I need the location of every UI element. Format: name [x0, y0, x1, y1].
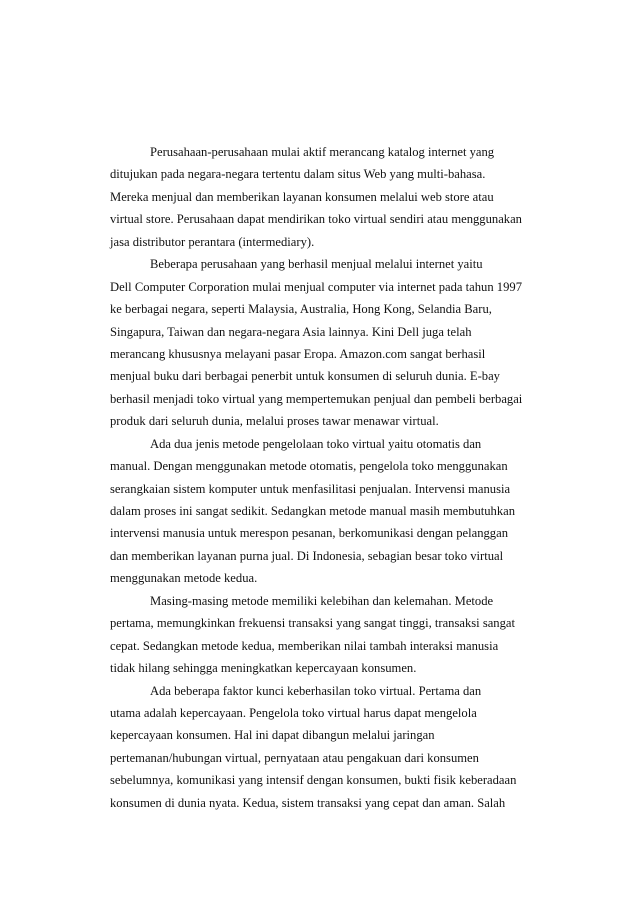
paragraph-5-line-4: pertemanan/hubungan virtual, pernyataan atau pengakuan dari konsumen [110, 750, 479, 765]
paragraph-3-line-7: menggunakan metode kedua. [110, 571, 258, 586]
paragraph-3-line-6: dan memberikan layanan purna jual. Di Indonesia, sebagian besar toko virtual [110, 548, 504, 563]
paragraph-2-line-2: Dell Computer Corporation mulai menjual computer via internet pada tahun 1997 [110, 279, 522, 294]
paragraph-4-line-4: tidak hilang sehingga meningkatkan kepercayaan konsumen. [110, 661, 417, 676]
paragraph-4-line-1: Masing-masing metode memiliki kelebihan dan kelemahan. Metode [150, 593, 494, 608]
paragraph-5-line-5: sebelumnya, komunikasi yang intensif dengan konsumen, bukti fisik keberadaan [110, 773, 517, 788]
paragraph-3-line-5: intervensi manusia untuk merespon pesanan, berkomunikasi dengan pelanggan [110, 526, 508, 541]
paragraph-5-line-1: Ada beberapa faktor kunci keberhasilan toko virtual. Pertama dan [150, 683, 482, 698]
paragraph-1-line-4: virtual store. Perusahaan dapat mendirikan toko virtual sendiri atau menggunakan [110, 212, 522, 227]
paragraph-3-line-2: manual. Dengan menggunakan metode otomatis, pengelola toko menggunakan [110, 459, 508, 474]
paragraph-5-line-2: utama adalah kepercayaan. Pengelola toko virtual harus dapat mengelola [110, 705, 477, 720]
paragraph-2-line-6: menjual buku dari berbagai penerbit untuk konsumen di seluruh dunia. E-bay [110, 369, 500, 384]
paragraph-3-line-1: Ada dua jenis metode pengelolaan toko virtual yaitu otomatis dan [150, 436, 482, 451]
paragraph-3-line-3: serangkaian sistem komputer untuk menfasilitasi penjualan. Intervensi manusia [110, 481, 511, 496]
paragraph-2-line-3: ke berbagai negara, seperti Malaysia, Australia, Hong Kong, Selandia Baru, [110, 302, 492, 317]
paragraph-1-line-3: Mereka menjual dan memberikan layanan konsumen melalui web store atau [110, 189, 494, 204]
paragraph-2-line-7: berhasil menjadi toko virtual yang mempertemukan penjual dan pembeli berbagai [110, 391, 523, 406]
paragraph-2-line-5: merancang khususnya melayani pasar Eropa. Amazon.com sangat berhasil [110, 346, 486, 361]
paragraph-2-line-4: Singapura, Taiwan dan negara-negara Asia lainnya. Kini Dell juga telah [110, 324, 472, 339]
paragraph-3-line-4: dalam proses ini sangat sedikit. Sedangkan metode manual masih membutuhkan [110, 504, 516, 518]
body-text [110, 141, 550, 814]
paragraph-4-line-2: pertama, memungkinkan frekuensi transaksi yang sangat tinggi, transaksi sangat [110, 616, 515, 631]
paragraph-5-line-3: kepercayaan konsumen. Hal ini dapat dibangun melalui jaringan [110, 728, 435, 743]
paragraph-2-line-8: produk dari seluruh dunia, melalui proses tawar menawar virtual. [110, 414, 439, 429]
paragraph-4-line-3: cepat. Sedangkan metode kedua, memberikan nilai tambah interaksi manusia [110, 638, 499, 653]
paragraph-1-line-1: Perusahaan-perusahaan mulai aktif merancang katalog internet yang [150, 145, 495, 159]
paragraph-1-line-2: ditujukan pada negara-negara tertentu dalam situs Web yang multi-bahasa. [110, 167, 486, 182]
paragraph-2-line-1: Beberapa perusahaan yang berhasil menjual melalui internet yaitu [150, 257, 483, 272]
paragraph-1-line-5: jasa distributor perantara (intermediary). [110, 234, 315, 249]
paragraph-5-line-6: konsumen di dunia nyata. Kedua, sistem transaksi yang cepat dan aman. Salah [110, 795, 506, 810]
